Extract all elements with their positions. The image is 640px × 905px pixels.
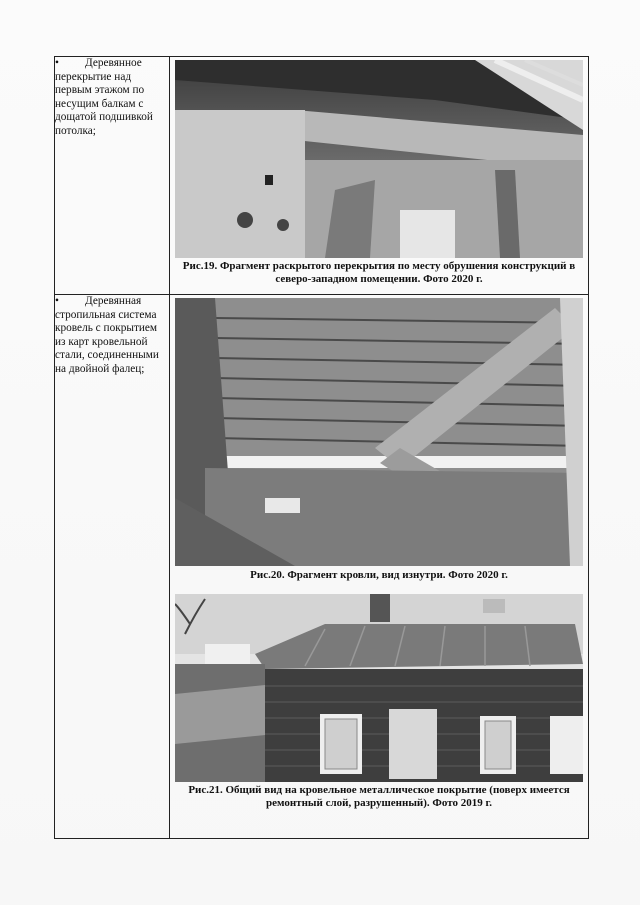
photo-cell: [170, 57, 589, 295]
element-description-cell: [55, 57, 170, 295]
photo-cell: [170, 295, 589, 839]
element-description-cell: [55, 295, 170, 839]
photo-building-exterior: [175, 594, 583, 782]
figure-caption-21: Рис.21. Общий вид на кровельное металлическое покрытие (поверх имеется ремонтный слой, разрушенный). Фото 2019 г.: [188, 784, 570, 809]
description-text: перекрытие над первым этажом по несущим балкам с дощатой подшивкой потолка;: [55, 70, 153, 137]
figure-caption-19: Рис.19. Фрагмент раскрытого перекрытия по месту обрушения конструкций в северо-западном помещении. Фото 2020 г.: [182, 260, 576, 285]
bullet-marker: •: [55, 57, 59, 69]
description-table: [54, 56, 589, 839]
description-first-word: Деревянная: [85, 295, 142, 307]
description-first-word: Деревянное: [85, 57, 142, 69]
description-text: стропильная система кровель с покрытием из карт кровельной стали, соединенными на двойной фалец;: [55, 308, 159, 375]
table-row: [55, 295, 589, 839]
photo-ceiling-collapse: [175, 60, 583, 258]
figure-caption-20: Рис.20. Фрагмент кровли, вид изнутри. Фото 2020 г.: [250, 569, 508, 581]
photo-roof-inside: [175, 298, 583, 566]
table-row: [55, 57, 589, 295]
bullet-marker: •: [55, 295, 59, 307]
